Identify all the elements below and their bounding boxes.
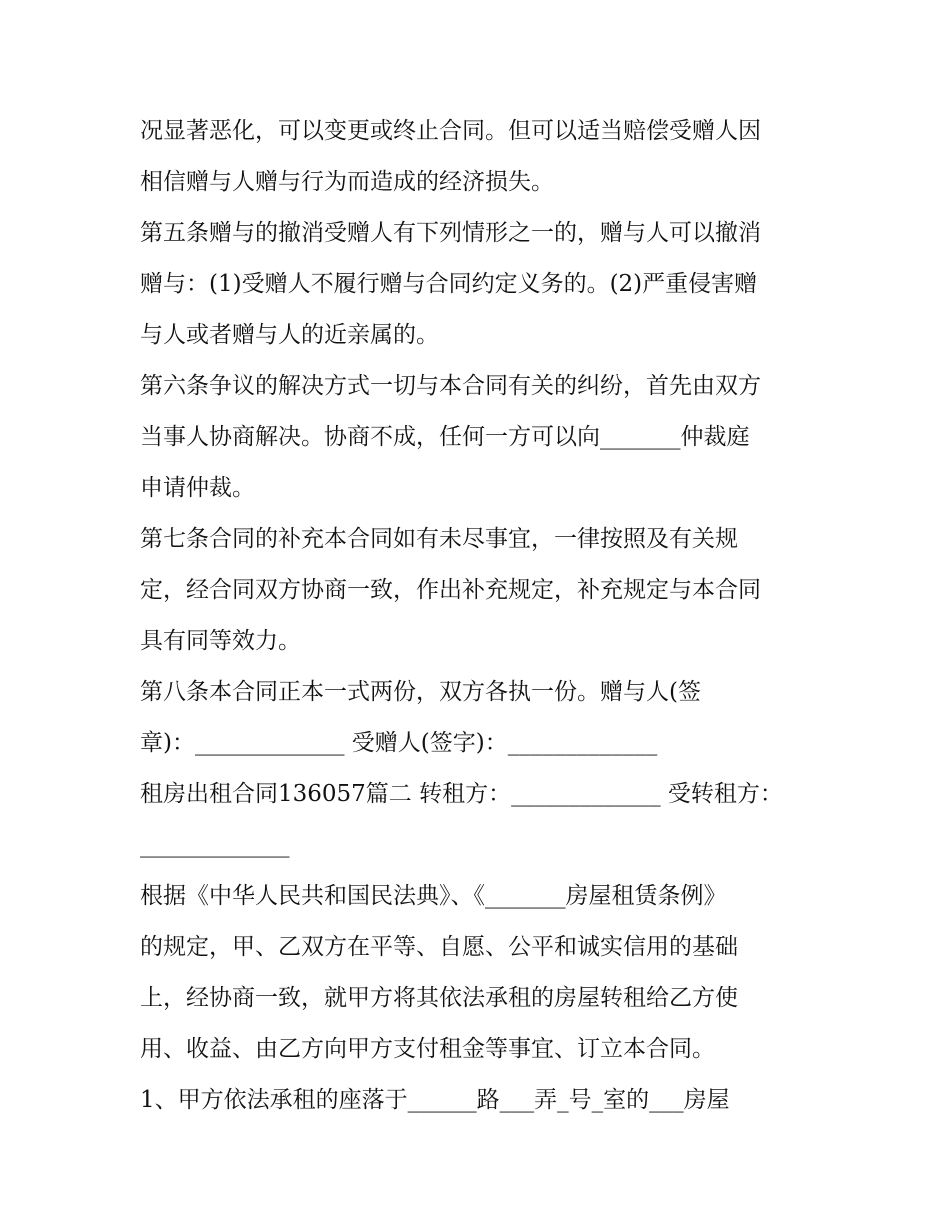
document-line: 申请仲裁。 [140,475,255,501]
document-line: 相信赠与人赠与行为而造成的经济损失。 [140,169,554,195]
document-line: 上，经协商一致，就甲方将其依法承租的房屋转租给乙方使 [140,985,738,1011]
document-line: 根据《中华人民共和国民法典》、《_______房屋租赁条例》 [140,883,727,909]
document-line: 章)：_____________ 受赠人(签字)：_____________ [140,730,658,756]
document-body [140,106,820,1126]
document-line: 具有同等效力。 [140,628,301,654]
document-line: _____________ [140,832,290,858]
document-line: 当事人协商解决。协商不成，任何一方可以向_______仲裁庭 [140,424,750,450]
document-line: 用、收益、由乙方向甲方支付租金等事宜、订立本合同。 [140,1036,715,1062]
document-line: 赠与：(1)受赠人不履行赠与合同约定义务的。(2)严重侵害赠 [140,271,758,297]
document-line: 租房出租合同136057篇二 转租方：_____________ 受转租方： [140,781,783,807]
document-line: 况显著恶化，可以变更或终止合同。但可以适当赔偿受赠人因 [140,118,761,144]
document-line: 第七条合同的补充本合同如有未尽事宜，一律按照及有关规 [140,526,738,552]
document-line: 第五条赠与的撤消受赠人有下列情形之一的，赠与人可以撤消 [140,220,761,246]
document-line: 第八条本合同正本一式两份，双方各执一份。赠与人(签 [140,679,701,705]
document-line: 与人或者赠与人的近亲属的。 [140,322,439,348]
document-line: 第六条争议的解决方式一切与本合同有关的纠纷，首先由双方 [140,373,761,399]
document-line: 1、甲方依法承租的座落于______路___弄_号_室的___房屋 [140,1087,730,1113]
document-line: 的规定，甲、乙双方在平等、自愿、公平和诚实信用的基础 [140,934,738,960]
document-line: 定，经合同双方协商一致，作出补充规定，补充规定与本合同 [140,577,761,603]
